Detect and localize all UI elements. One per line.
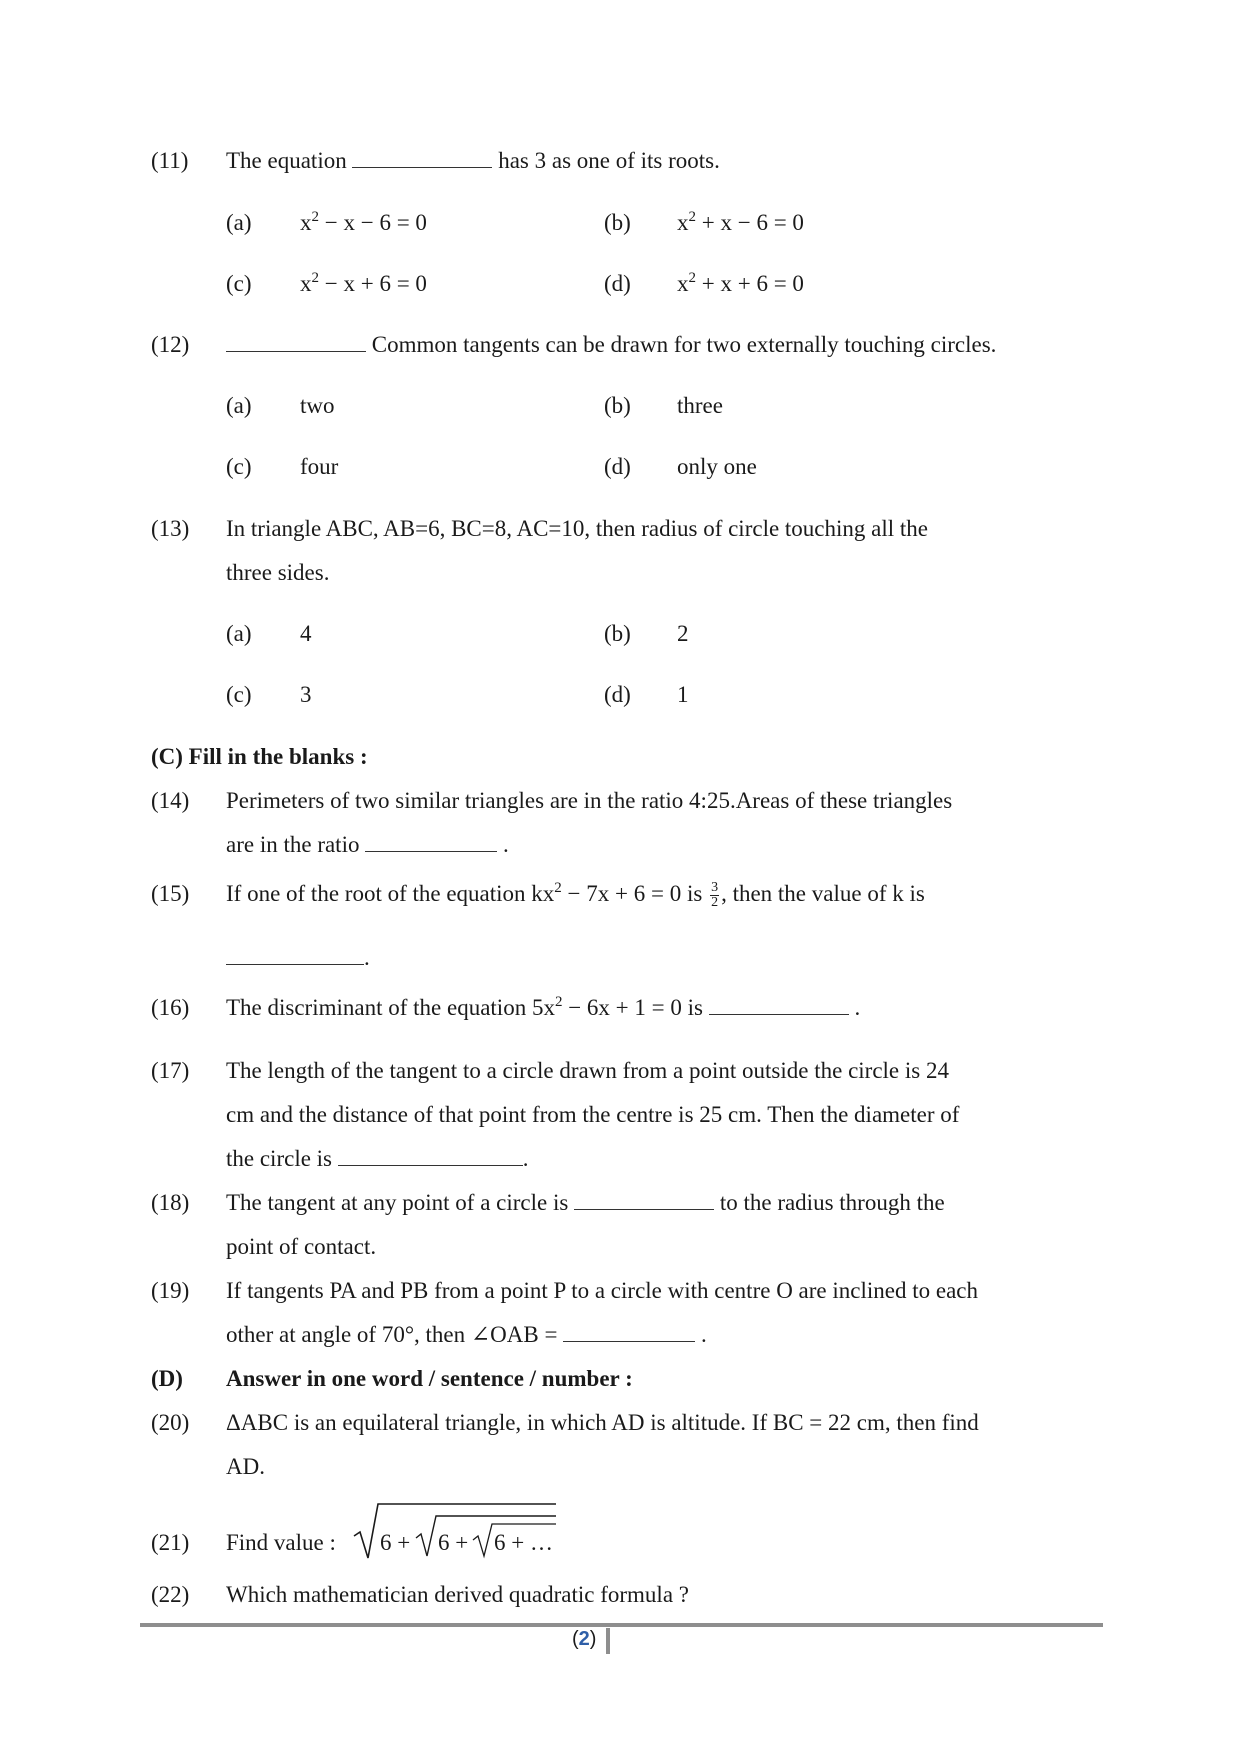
question-text: Find value :: [226, 1530, 336, 1555]
option-a: 4: [300, 621, 312, 646]
option-label: (c): [226, 271, 252, 296]
option-b-base: x: [677, 210, 689, 235]
question-number: (19): [151, 1278, 190, 1303]
fraction-numerator: 3: [711, 880, 719, 896]
question-number: (11): [151, 148, 189, 173]
page-number-value: 2: [578, 1628, 590, 1650]
option-c-rest: − x + 6 = 0: [319, 271, 427, 296]
option-label: (b): [604, 393, 631, 418]
answer-blank: [226, 331, 366, 352]
exponent: 2: [554, 994, 563, 1010]
option-b: [677, 208, 804, 238]
question-text-end: .: [700, 1322, 707, 1347]
footer-rule: [140, 1623, 1103, 1627]
option-c-exponent: 2: [311, 270, 319, 286]
option-label: (b): [604, 621, 631, 646]
question-text-end: to the radius through the: [719, 1190, 945, 1215]
option-label: (b): [604, 210, 631, 235]
option-d: [677, 269, 804, 299]
question-text: [226, 330, 996, 360]
question-text-continued: three sides.: [226, 560, 330, 585]
option-c: four: [300, 454, 339, 479]
radical-term-2: 6 +: [438, 1530, 469, 1555]
question-text-start: If one of the root of the equation kx: [226, 881, 555, 906]
page-number-close: ): [589, 1628, 597, 1650]
question-text-start: The discriminant of the equation 5x: [226, 995, 555, 1020]
question-text-end: .: [502, 832, 509, 857]
section-title: (C) Fill in the blanks :: [151, 744, 368, 769]
question-text-start: The tangent at any point of a circle is: [226, 1190, 569, 1215]
question-number: (15): [151, 881, 190, 906]
question-text: If tangents PA and PB from a point P to a circle with centre O are inclined to each: [226, 1278, 978, 1303]
exponent: 2: [554, 880, 562, 896]
question-number: (12): [151, 332, 190, 357]
answer-blank: [338, 1145, 523, 1166]
option-d: 1: [677, 682, 689, 707]
option-label: (d): [604, 454, 631, 479]
option-d-base: x: [677, 271, 689, 296]
equation-rest: − 6x + 1 = 0 is: [562, 995, 703, 1020]
question-text-continued: [226, 1320, 707, 1350]
question-text-continued: [226, 830, 509, 860]
option-c: [300, 269, 427, 299]
option-label: (a): [226, 393, 252, 418]
question-text-end: has 3 as one of its roots.: [498, 148, 720, 173]
question-text: [226, 879, 925, 910]
question-text-start: The equation: [226, 148, 347, 173]
nested-radical: [352, 1500, 562, 1562]
option-b-exponent: 2: [688, 209, 696, 225]
page-number-open: (: [572, 1628, 579, 1650]
option-a-exponent: 2: [311, 209, 319, 225]
question-text-continued: AD.: [226, 1454, 265, 1479]
question-text-continued: [226, 943, 370, 973]
fraction: [710, 881, 719, 910]
option-label: (d): [604, 271, 631, 296]
question-text-continued: cm and the distance of that point from the centre is 25 cm. Then the diameter of: [226, 1102, 960, 1127]
fraction-denominator: 2: [711, 895, 719, 911]
option-b: three: [677, 393, 723, 418]
option-a-rest: − x − 6 = 0: [319, 210, 427, 235]
answer-blank: [574, 1189, 714, 1210]
option-c: 3: [300, 682, 312, 707]
question-text-continued: [226, 1144, 529, 1174]
option-a: [300, 208, 427, 238]
option-d: only one: [677, 454, 757, 479]
page-number: [572, 1628, 596, 1651]
question-number: (13): [151, 516, 190, 541]
option-label: (c): [226, 682, 252, 707]
question-text: [226, 993, 860, 1023]
question-number: (22): [151, 1582, 190, 1607]
question-text: ΔABC is an equilateral triangle, in which AD is altitude. If BC = 22 cm, then find: [226, 1410, 979, 1435]
question-number: (18): [151, 1190, 190, 1215]
radical-term-1: 6 +: [380, 1530, 411, 1555]
question-text: [226, 1188, 945, 1218]
option-a: two: [300, 393, 335, 418]
question-text-end: .: [364, 945, 370, 970]
answer-blank: [226, 944, 364, 965]
radical-term-3: 6 + …: [494, 1530, 553, 1555]
question-text-end: , then the value of k is: [721, 881, 925, 906]
question-text: Which mathematician derived quadratic formula ?: [226, 1582, 689, 1607]
question-text: In triangle ABC, AB=6, BC=8, AC=10, then radius of circle touching all the: [226, 516, 928, 541]
answer-blank: [352, 147, 492, 168]
option-d-exponent: 2: [688, 270, 696, 286]
question-number: (17): [151, 1058, 190, 1083]
answer-blank: [709, 994, 849, 1015]
option-b-rest: + x − 6 = 0: [696, 210, 804, 235]
footer-divider: [606, 1628, 610, 1654]
option-c-base: x: [300, 271, 312, 296]
question-number: (14): [151, 788, 190, 813]
option-label: (a): [226, 621, 252, 646]
option-d-rest: + x + 6 = 0: [696, 271, 804, 296]
question-text-start: the circle is: [226, 1146, 333, 1171]
question-text-start: other at angle of 70°, then ∠OAB =: [226, 1322, 558, 1347]
question-text: The length of the tangent to a circle drawn from a point outside the circle is 24: [226, 1058, 949, 1083]
answer-blank: [563, 1321, 695, 1342]
option-label: (d): [604, 682, 631, 707]
question-text-start: are in the ratio: [226, 832, 360, 857]
question-text-end: Common tangents can be drawn for two externally touching circles.: [371, 332, 997, 357]
question-number: (16): [151, 995, 190, 1020]
question-number: (21): [151, 1530, 190, 1555]
answer-blank: [365, 831, 497, 852]
question-text-end: .: [522, 1146, 529, 1171]
question-text-continued: point of contact.: [226, 1234, 377, 1259]
option-label: (a): [226, 210, 252, 235]
question-text-end: .: [854, 995, 861, 1020]
section-title: Answer in one word / sentence / number :: [226, 1366, 633, 1391]
question-number: (20): [151, 1410, 190, 1435]
equation-rest: − 7x + 6 = 0 is: [561, 881, 709, 906]
option-b: 2: [677, 621, 689, 646]
section-label: (D): [151, 1366, 183, 1391]
question-text: [226, 146, 720, 176]
option-label: (c): [226, 454, 252, 479]
option-a-base: x: [300, 210, 312, 235]
question-text: Perimeters of two similar triangles are in the ratio 4:25.Areas of these triangles: [226, 788, 953, 813]
